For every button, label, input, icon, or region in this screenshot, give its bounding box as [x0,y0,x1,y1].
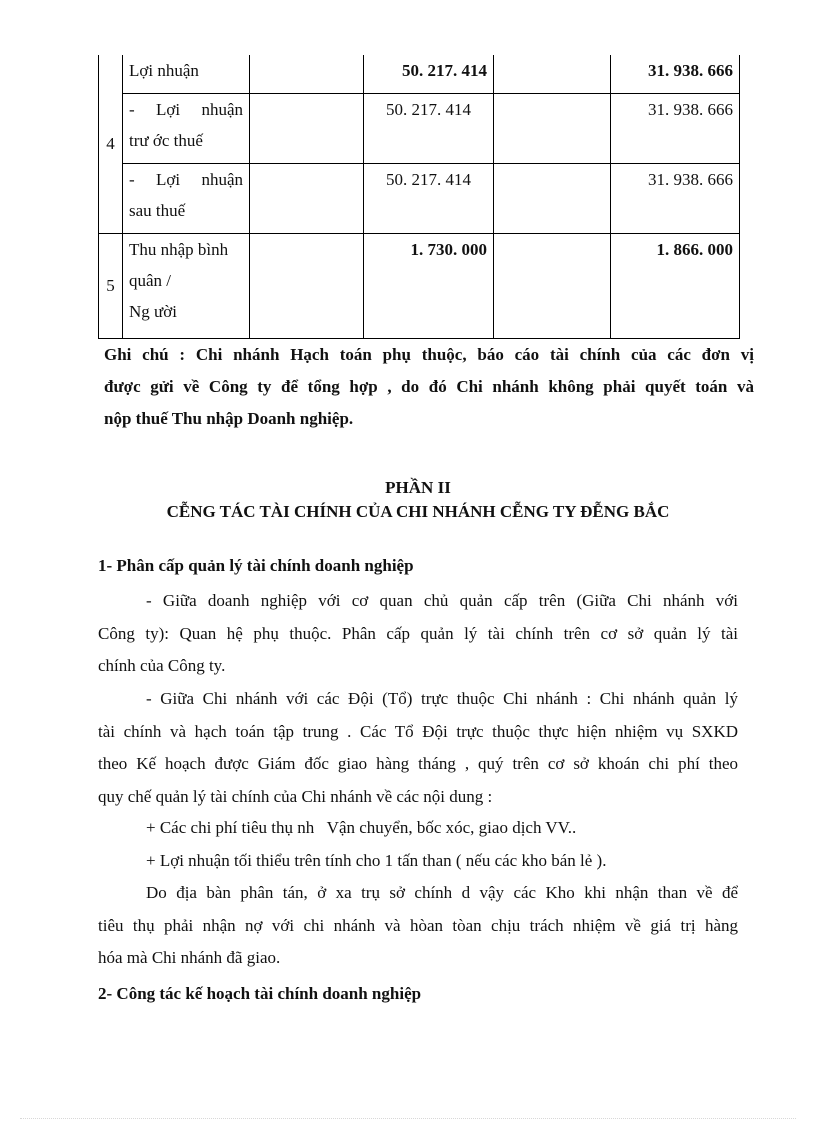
table-row [99,55,740,93]
part-number: PHẦN II [385,478,451,497]
bullet-item: + Lợi nhuận tối thiểu trên tính cho 1 tấn than ( nếu các kho bán lẻ ). [146,851,607,870]
value-cell-year1: 50. 217. 414 [364,163,494,233]
row-label: Lợi nhuận [123,55,250,93]
empty-cell [250,163,364,233]
paragraph-2: - Giữa Chi nhánh với các Đội (Tổ) trực thuộc Chi nhánh : Chi nhánh quản lý tài chính và hạch toán tập trung . Các Tổ Đội trực thuộc thực hiện nhiệm vụ SXKD theo Kế hoạch được Giám đốc giao hàng tháng , quý trên cơ sở khoán chi phí theo quy chế quản lý tài chính của Chi nhánh về các nội dung : [98,689,738,806]
value-cell-year2: 31. 938. 666 [611,163,740,233]
section-1-heading: 1- Phân cấp quản lý tài chính doanh nghiệp [98,556,414,575]
empty-cell [494,55,611,93]
paragraph-3: Do địa bàn phân tán, ở xa trụ sở chính d vậy các Kho khi nhận than về để tiêu thụ phải nhận nợ với chi nhánh và hòan tòan chịu trách nhiệm về giá trị hàng hóa mà Chi nhánh đã giao. [98,883,738,967]
row-label: Thu nhập bình quân / Ng ười [123,233,250,338]
value-cell-year2: 1. 866. 000 [611,233,740,338]
row-label: - Lợi nhuận sau thuế [123,163,250,233]
value-cell-year2: 31. 938. 666 [611,93,740,163]
empty-cell [250,55,364,93]
row-number: 4 [99,55,123,233]
empty-cell [494,233,611,338]
value-cell-year1: 50. 217. 414 [364,55,494,93]
financial-table [98,55,740,339]
table-row [99,163,740,233]
bullet-item: + Các chi phí tiêu thụ nh Vận chuyển, bốc xóc, giao dịch VV.. [146,818,577,837]
page-bottom-rule [20,1118,796,1119]
value-cell-year1: 50. 217. 414 [364,93,494,163]
empty-cell [250,93,364,163]
empty-cell [494,163,611,233]
value-cell-year2: 31. 938. 666 [611,55,740,93]
paragraph-1: - Giữa doanh nghiệp với cơ quan chủ quản cấp trên (Giữa Chi nhánh với Công ty): Quan hệ phụ thuộc. Phân cấp quản lý tài chính trên cơ sở quản lý tài chính của Công ty. [98,591,738,675]
empty-cell [494,93,611,163]
note-line: được gửi về Công ty để tổng hợp , do đó Chi nhánh không phải quyết toán và [104,377,754,396]
value-cell-year1: 1. 730. 000 [364,233,494,338]
table-row [99,93,740,163]
part-title: CỄNG TÁC TÀI CHÍNH CỦA CHI NHÁNH CỄNG TY ĐỄNG BẮC [166,502,670,521]
note-line: nộp thuế Thu nhập Doanh nghiệp. [104,409,354,428]
note-line: Ghi chú : Chi nhánh Hạch toán phụ thuộc, báo cáo tài chính của các đơn vị [104,345,754,364]
table-note [104,339,754,435]
row-number: 5 [99,233,123,338]
row-label: - Lợi nhuận trư ớc thuế [123,93,250,163]
table-row [99,233,740,338]
empty-cell [250,233,364,338]
section-2-heading: 2- Công tác kế hoạch tài chính doanh nghiệp [98,984,422,1003]
